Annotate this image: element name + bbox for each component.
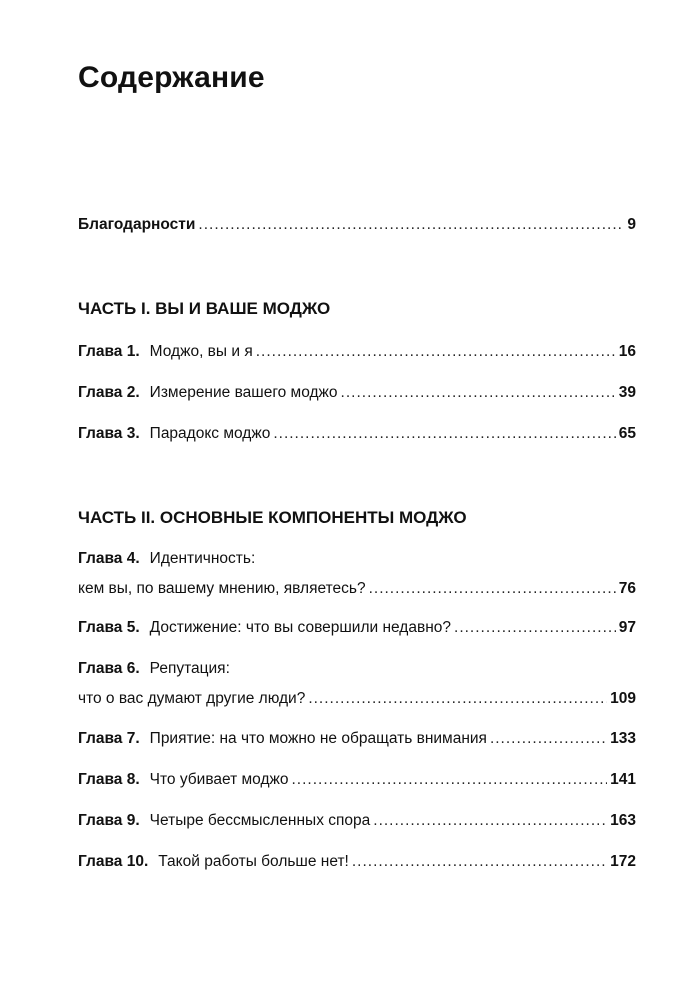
chapter-label: Глава 1. [78,343,140,360]
toc-entry-acknowledgments[interactable] [78,214,636,236]
toc-entry-chapter-4[interactable] [78,548,636,600]
chapter-label: Глава 10. [78,853,149,870]
chapter-label: Глава 4. [78,550,140,567]
dot-leader [256,341,616,363]
toc-entry-chapter-3[interactable] [78,423,636,445]
page-number: 141 [610,771,636,788]
toc-entry-chapter-7[interactable] [78,728,636,750]
chapter-subtitle: что о вас думают другие люди? [78,690,306,707]
page-number: 163 [610,812,636,829]
dot-leader [198,214,624,236]
page-number: 9 [627,216,636,233]
dot-leader [341,382,616,404]
page-number: 16 [618,343,636,360]
entry-title: Благодарности [78,216,196,233]
chapter-title: Достижение: что вы совершили недавно? [149,619,452,636]
toc-entry-chapter-10[interactable] [78,851,636,873]
dot-leader [291,769,607,791]
chapter-subtitle: кем вы, по вашему мнению, являетесь? [78,580,366,597]
chapter-title: Измерение вашего моджо [149,384,338,401]
dot-leader [454,617,616,639]
toc-entry-chapter-6[interactable] [78,658,636,710]
chapter-label: Глава 6. [78,660,140,677]
page-title: Содержание [78,61,265,94]
dot-leader [308,688,607,710]
dot-leader [490,728,607,750]
chapter-title: Приятие: на что можно не обращать внимания [149,730,487,747]
chapter-label: Глава 2. [78,384,140,401]
chapter-title: Что убивает моджо [149,771,289,788]
chapter-label: Глава 8. [78,771,140,788]
dot-leader [352,851,607,873]
dot-leader [369,578,616,600]
chapter-title: Такой работы больше нет! [158,853,349,870]
page-number: 65 [618,425,636,442]
toc-entry-chapter-8[interactable] [78,769,636,791]
chapter-title: Четыре бессмысленных спора [149,812,371,829]
chapter-label: Глава 9. [78,812,140,829]
chapter-title: Парадокс моджо [149,425,271,442]
page-number: 133 [610,730,636,747]
chapter-label: Глава 7. [78,730,140,747]
dot-leader [373,810,607,832]
chapter-label: Глава 5. [78,619,140,636]
chapter-title: Репутация: [149,660,230,677]
toc-entry-chapter-2[interactable] [78,382,636,404]
page-number: 39 [618,384,636,401]
page-number: 76 [618,580,636,597]
dot-leader [273,423,615,445]
page-number: 172 [610,853,636,870]
part-heading: ЧАСТЬ II. ОСНОВНЫЕ КОМПОНЕНТЫ МОДЖО [78,508,467,527]
page-number: 109 [610,690,636,707]
part-heading: ЧАСТЬ I. ВЫ И ВАШЕ МОДЖО [78,299,331,318]
chapter-title: Моджо, вы и я [149,343,253,360]
toc-entry-chapter-9[interactable] [78,810,636,832]
page-number: 97 [618,619,636,636]
toc-entry-chapter-5[interactable] [78,617,636,639]
toc-entry-chapter-1[interactable] [78,341,636,363]
chapter-title: Идентичность: [149,550,256,567]
chapter-label: Глава 3. [78,425,140,442]
